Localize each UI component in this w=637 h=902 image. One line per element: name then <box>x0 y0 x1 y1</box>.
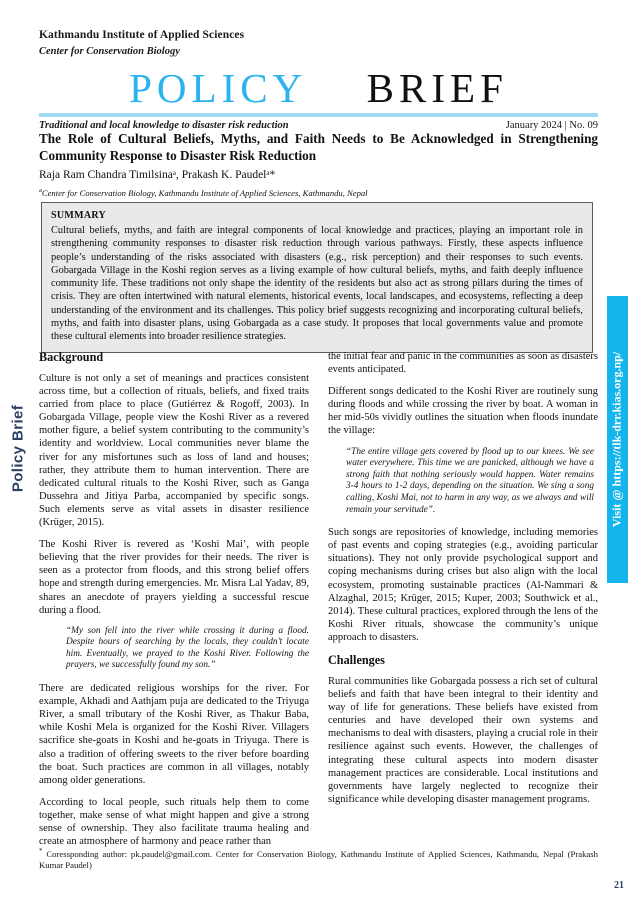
right-paragraph-2: Different songs dedicated to the Koshi River are routinely sung during floods and while crossing the river by boat. A woman in her mid-50s vividly outlines the situation when floods inundate the village: <box>328 386 598 437</box>
left-paragraph-3: There are dedicated religious worships for the river. For example, Akhadi and Aathjam puja are dedicated to the Triyuga River, a small tributary of the Koshi River, as Thakur Baba, while Koshi Mela is organized for the Koshi River. Villagers sacrifice she-goats in Koshi and he-goats in Triyuga. There is also a tradition of offering sweets to the river before boarding the boat. Such practices are common in all villages, notably among older generations. <box>39 683 309 786</box>
right-paragraph-4: Rural communities like Gobargada possess a rich set of cultural beliefs and faith that have been integral to their identity and way of life for generations. These beliefs have existed from centuries and have developed their own systems and mechanisms to deal with disasters, playing a crucial role in their resilience against such events. However, the challenges of integrating these cultural aspects into modern disaster management practices are considerable. Local institutions and governments have largely neglected to recognize their significance while developing disaster management programs. <box>328 675 598 805</box>
affiliation-text: Center for Conservation Biology, Kathmandu Institute of Applied Sciences, Kathmandu, Nepal <box>41 187 368 198</box>
affiliation-marker: a <box>39 187 42 194</box>
left-paragraph-1: Culture is not only a set of meanings and practices consistent across time, but a collection of rituals, beliefs, and fixed traits carried from place to place (Gutiérrez & Rogoff, 2003). In Gobargada Village, people view the Koshi River as a revered mother figure, a belief system contributing to the community’s identity and worldview. Local communities never blame the river for any misfortunes such as loss of land and houses; rather, they attribute them to human intervention. There are dedicated cultural rituals to the Koshi River, such as Ganga Dussehra and Jitiya Parba, accompanied by specific songs. Such elements serve as vital assets in disaster resilience (Krüger, 2015). <box>39 373 309 529</box>
right-side-tab[interactable] <box>607 296 628 583</box>
left-side-tab-label: Policy Brief <box>9 404 27 493</box>
left-paragraph-4: According to local people, such rituals help them to come together, make sense of what might happen and give a strong sense of ownership. They also facilitate trauma healing and create an atmosphere of harmony and peace rather than <box>39 796 309 848</box>
article-affiliation <box>39 187 598 198</box>
publication-title <box>39 65 598 111</box>
right-paragraph-3: Such songs are repositories of knowledge, including memories of past events and coping strategies (e.g., avoiding particular situations). They not only provide psychological support and coping mechanisms during crises but also align with the local ecosystem, promoting sustainable practices (Al-Nammari & Alzaghal, 2015; Krüger, 2015; Kuper, 2003; Southwick et al., 2014). These cultural practices, explored through the lens of the Koshi River rituals, showcase the community’s unique approach to disasters. <box>328 527 598 643</box>
summary-box <box>41 202 593 353</box>
right-side-tab-label: Visit @ https://tlk-drr.kias.org.np/ <box>609 351 624 528</box>
masthead <box>39 28 598 131</box>
left-side-tab <box>0 0 30 902</box>
organization-unit: Center for Conservation Biology <box>39 46 180 57</box>
organization-name: Kathmandu Institute of Applied Sciences <box>39 29 245 41</box>
footnote-text: Coressponding author: pk.paudel@gmail.com. Center for Conservation Biology, Kathmandu Institute of Applied Sciences, Kathmandu, Nepal (Prakash Kumar Paudel) <box>39 848 598 871</box>
corresponding-author-note <box>39 846 598 872</box>
masthead-issue: January 2024 | No. 09 <box>505 120 598 131</box>
masthead-tagline: Traditional and local knowledge to disaster risk reduction <box>39 120 289 131</box>
right-column <box>328 350 598 835</box>
article-authors: Raja Ram Chandra Timilsinaᵃ, Prakash K. Paudelᵃ* <box>39 169 276 181</box>
masthead-divider <box>39 113 598 117</box>
summary-text: Cultural beliefs, myths, and faith are integral components of local knowledge and practices, playing an important role in strengthening community responses to disaster risk reduction through various pathways. Firstly, these aspects influence people’s understanding of the risks associated with disasters (e.g., risk perception) and their responses to such events. Gobargada Village in the Koshi region serves as a living example of how cultural beliefs, myths, and faith deeply influence community life. These traditions not only shape the identity of the residents but also act as strong pillars during the times of crisis. They are often intertwined with natural elements, historical events, local landscapes, and ecosystems, reflecting a deep understanding of the environment and its challenges. This policy brief suggests recognizing and incorporating cultural beliefs, myths, and faith into disaster plans, using Gobargada as a case study. It proposes that local governments value and promote these cultural elements into broader resilience strategies. <box>51 225 583 343</box>
right-paragraph-1: the initial fear and panic in the communities as soon as disasters events anticipated. <box>328 351 598 376</box>
page-number: 21 <box>614 880 624 891</box>
left-paragraph-2: The Koshi River is revered as ‘Koshi Mai’, with people believing that the river provides for their needs. The river is seen as a protector from floods, and this strong belief offers hope and strength during emergencies. Mr. Misra Lal Yadav, 89, shares an anecdote of prayers yielding a successful rescue during a flood. <box>39 539 309 616</box>
publication-title-word-policy: POLICY <box>129 65 306 111</box>
left-column <box>39 350 309 848</box>
left-blockquote-1: “My son fell into the river while crossing it during a flood. Despite hours of searching by the locals, they couldn’t locate him. Eventually, we prayed to the Koshi River. Following the prayers, we successfully found my son.” <box>66 625 309 671</box>
article-header <box>39 131 598 198</box>
masthead-strapline <box>39 120 598 131</box>
body-columns <box>39 350 598 848</box>
right-blockquote-1: “The entire village gets covered by flood up to our knees. We see water everywhere. This time we are panicked, although we have a strong faith that nothing seriously would happen. Water remains 3-4 hours to 1-2 days, depending on the situation. We sing a song calling, Koshi Mai, not to harm in any way, as we always and will remain your servitude”. <box>346 446 594 515</box>
footnote-marker: * <box>39 847 43 855</box>
section-heading-challenges: Challenges <box>328 652 385 667</box>
article-title: The Role of Cultural Beliefs, Myths, and Faith Needs to Be Acknowledged in Strengthening Community Response to Disaster Risk Reduction <box>39 131 598 163</box>
page-footer <box>39 846 598 872</box>
summary-heading: SUMMARY <box>51 210 107 221</box>
section-heading-background: Background <box>39 350 104 364</box>
publication-title-word-brief: BRIEF <box>366 65 508 111</box>
